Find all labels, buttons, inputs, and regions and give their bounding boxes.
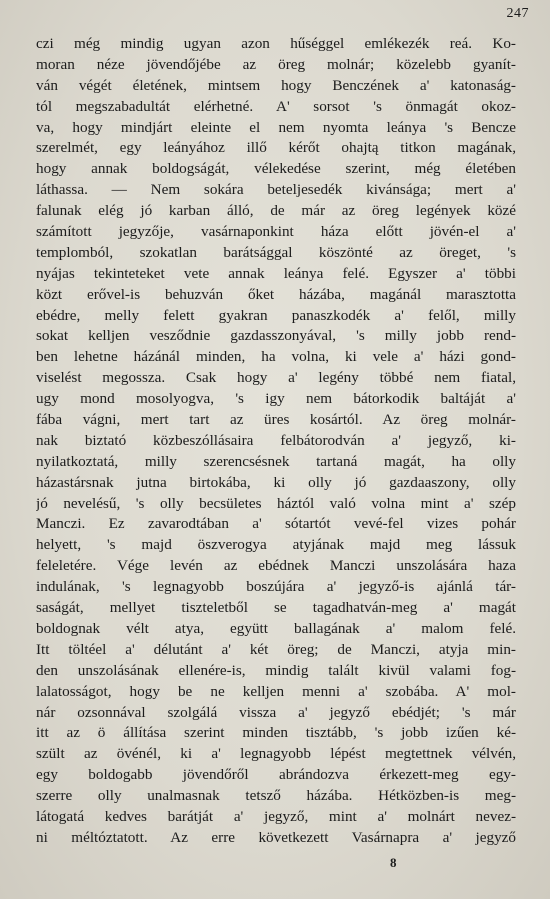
text-line: va, hogy mindjárt eleinte el nem nyomta leánya 's Bencze — [36, 118, 516, 136]
text-line: hogy annak boldogságát, vélekedése szerint, még életében — [36, 160, 516, 178]
text-line: den unszolásának ellenére-is, mindig talált kivül valami fog- — [36, 661, 516, 679]
text-line: ugy mond mosolyogva, 's igy nem bátorkodik baltáját a' — [36, 390, 516, 408]
text-line: házastársnak jutna birtokába, ki olly jó gazdaaszony, olly — [36, 473, 516, 491]
text-line: sokat kelljen vesződnie gazdasszonyával, 's milly jobb rend- — [36, 327, 516, 345]
text-line: egy boldogabb jövendőről abrándozva érkezett-meg egy- — [36, 766, 516, 784]
text-line: moran néze jövendőjébe az öreg molnár; közelebb gyanít- — [36, 55, 516, 73]
text-line: számított jegyzője, vasárnaponkint háza előtt jövén-el a' — [36, 223, 516, 241]
text-line: czi még mindig ugyan azon hűséggel emlékezék reá. Ko- — [36, 35, 516, 52]
text-line: nak biztató közbeszóllásaira felbátorodván a' jegyző, ki- — [36, 431, 516, 449]
text-line: boldognak vélt atya, együtt ballagának a' malom felé. — [36, 619, 516, 637]
text-line: nár ozsonnával szolgálá vissza a' jegyző ebédjét; 's már — [36, 703, 516, 721]
text-line: Itt töltéel a' délutánt a' két öreg; de Manczi, atyja min- — [36, 640, 516, 658]
text-line: fába vágni, mert tart az üres kosártól. Az öreg molnár- — [36, 411, 516, 429]
text-line: nyilatkoztatá, milly szerencsésnek tartaná magát, ha olly — [36, 452, 516, 470]
text-line: szerre olly unalmasnak tetsző házába. Hétközben-is meg- — [36, 787, 516, 805]
text-line: tól megszabadultát elérhetné. A' sorsot 's önmagát okoz- — [36, 97, 516, 115]
page-number: 247 — [506, 6, 529, 21]
text-line: Manczi. Ez zavarodtában a' sótartót vevé-fel vizes pohár — [36, 515, 516, 533]
text-line: szült az övénél, ki a' legnagyobb lépést megtettnek vélvén, — [36, 745, 516, 763]
text-line: ebédre, melly felett gyakran panaszkodék a' felől, milly — [36, 306, 516, 324]
text-line: itt az ö állítása szerint minden tisztább, 's jobb izűen ké- — [36, 724, 516, 742]
text-line: templomból, szokatlan barátsággal köszönté az öreget, 's — [36, 243, 516, 261]
text-line: indulának, 's legnagyobb boszújára a' jegyző-is ajánlá tár- — [36, 578, 516, 596]
text-line: saságát, mellyet tiszteletből se tagadhatván-meg a' magát — [36, 599, 516, 617]
text-line: ni méltóztatott. Az erre következett Vasárnapra a' jegyző — [36, 828, 516, 846]
text-line: láthassa. — Nem sokára beteljesedék kivánsága; mert a' — [36, 181, 516, 199]
text-line: szerelmét, egy leányához illő kérőt ohajtą titkon magának, — [36, 139, 516, 157]
text-line: viselést megossza. Csak hogy a' legény többé nem fiatal, — [36, 369, 516, 387]
text-line: ván végét életének, mintsem hogy Benczének a' katonaság- — [36, 76, 516, 94]
text-line: jó nevelésű, 's olly becsületes háztól való volna mint a' szép — [36, 494, 516, 512]
body-text — [36, 34, 516, 849]
printer-signature-mark: 8 — [390, 855, 397, 870]
text-line: helyett, 's majd öszverogya atyjának majd meg lássuk — [36, 536, 516, 554]
text-line: feleletére. Vége levén az ebédnek Manczi unszolására haza — [36, 557, 516, 575]
text-line: közt erővel-is behuzván őket házába, magánál marasztotta — [36, 285, 516, 303]
text-line: ben lehetne házánál minden, ha volna, ki vele a' házi gond- — [36, 348, 516, 366]
text-line: falunak elég jó karban álló, de már az öreg legények közé — [36, 202, 516, 220]
text-line: nyájas tekinteteket vete annak leánya felé. Egyszer a' többi — [36, 264, 516, 282]
text-line: látogatá kedves barátját a' jegyző, mint a' molnárt nevez- — [36, 807, 516, 825]
text-line: lalatosságot, hogy be ne kelljen menni a' szobába. A' mol- — [36, 682, 516, 700]
